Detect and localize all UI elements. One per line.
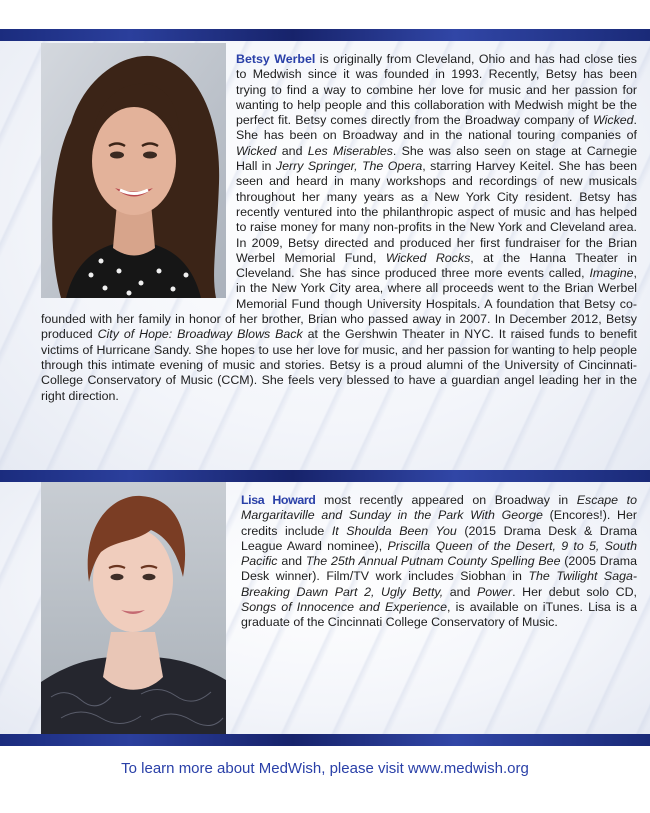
- footer-link-text: To learn more about MedWish, please visit www.medwish.org: [121, 760, 529, 777]
- lisa-bio-text: [241, 493, 637, 629]
- betsy-section: [0, 41, 650, 470]
- bio-text-run: The 25th Annual Putnam County Spelling Bee: [305, 554, 561, 569]
- bio-text-run: Les Miserables: [307, 143, 393, 158]
- bio-text-run: . Her debut solo CD,: [512, 584, 637, 599]
- bio-text-run: at the Gershwin Theater in NYC. It raised funds to benefit victims of Hurricane Sandy. She hopes to use her love for music, and her passion for wanting to help people through this intimate evening of music and stories. Betsy is a proud alumni of the University of Cincinnati-College Conservatory of Music (CCM). She feels very blessed to have a guardian angel leading her in the right direction.: [41, 327, 637, 403]
- betsy-photo-wrap-spacer: [41, 52, 236, 310]
- bio-text-run: , at the Hanna Theater in Cleveland. She has since produced three more events called,: [236, 250, 637, 281]
- bio-text-run: (2015 Drama Desk & Drama League Award nominee),: [241, 523, 637, 553]
- bio-text-run: Wicked: [593, 113, 634, 128]
- bio-text-run: City of Hope: Broadway Blows Back: [97, 327, 303, 342]
- bio-text-run: Wicked: [236, 143, 277, 158]
- betsy-name: Betsy Werbel: [236, 52, 316, 66]
- bio-text-run: Jerry Springer, The Opera: [275, 159, 423, 174]
- bio-text-run: and: [443, 584, 478, 599]
- middle-banner-stripe: [0, 470, 650, 482]
- bio-text-run: Wicked Rocks: [385, 250, 471, 265]
- bio-text-run: most recently appeared on Broadway in: [315, 493, 577, 507]
- bio-text-run: Power: [477, 584, 513, 599]
- bio-text-run: The Twilight Saga-Breaking Dawn Part 2, Ugly Betty,: [241, 569, 637, 599]
- bio-text-run: , in the New York City area, where all proceeds went to the Brian Werbel Memorial Fund though University Hospitals. A foundation that Betsy co-founded with her family in honor of her brother, Brian who passed away in 2007. In December 2012, Betsy produced: [41, 266, 637, 342]
- bio-text-run: , is available on iTunes. Lisa is a graduate of the Cincinnati College Conservatory of Music.: [241, 600, 637, 630]
- bio-text-run: Priscilla Queen of the Desert, 9 to 5, South Pacific: [241, 538, 637, 569]
- bio-text-run: (2005 Drama Desk winner). Film/TV work includes Siobhan in: [241, 554, 637, 584]
- lisa-photo: [41, 482, 226, 734]
- bio-text-run: It Shoulda Been You: [331, 523, 457, 538]
- bio-text-run: Escape to Margaritaville and Sunday in the Park With George: [241, 493, 637, 523]
- bio-text-run: is originally from Cleveland, Ohio and has had close ties to Medwish since it was founded in 1993. Recently, Betsy has been trying to find a way to combine her love for music and her passion for wanting to help people and this collaboration with Medwish might be the perfect fit. Betsy comes directly from the Broadway company of: [236, 52, 638, 128]
- lisa-name: Lisa Howard: [241, 493, 316, 507]
- bio-text-run: Songs of Innocence and Experience: [241, 600, 447, 615]
- bio-text-run: . She was also seen on stage at Carnegie Hall in: [236, 143, 637, 174]
- bio-text-run: and: [276, 143, 308, 158]
- lisa-bio: [241, 493, 637, 631]
- bottom-banner-stripe: [0, 734, 650, 746]
- top-banner-stripe: [0, 29, 650, 41]
- bio-text-run: (Encores!). Her credits include: [241, 508, 637, 538]
- bio-text-run: and: [277, 554, 306, 569]
- bio-text-run: . She has been on Broadway and in the national touring companies of: [236, 113, 637, 143]
- betsy-bio: [41, 52, 637, 404]
- lisa-section: [0, 482, 650, 734]
- bio-text-run: Imagine: [589, 266, 634, 281]
- bio-text-run: , starring Harvey Keitel. She has been seen and heard in many workshops and recordings of new musicals throughout her many years as a New York City resident. Betsy has recently ventured into the philanthropic aspect of music and has helped to raise money for many non-profits in the New York and Cleveland area. In 2009, Betsy directed and produced her first fundraiser for the Brian Werbel Memorial Fund,: [236, 159, 638, 265]
